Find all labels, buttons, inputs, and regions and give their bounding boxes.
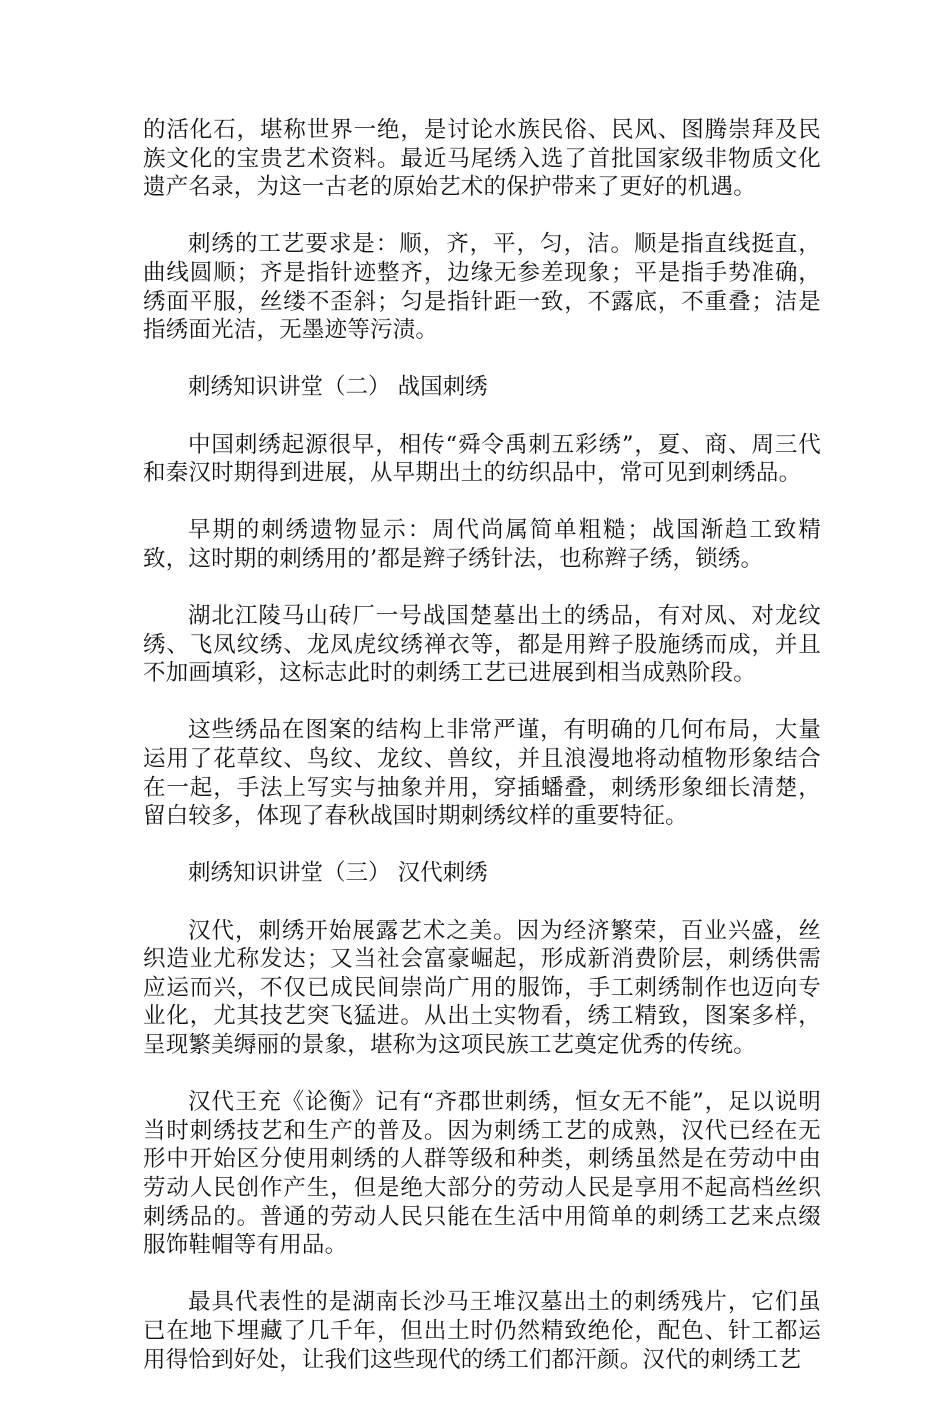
paragraph-lunheng: 汉代王充《论衡》记有“齐郡世刺绣，恒女无不能”，足以说明当时刺绣技艺和生产的普及。因为刺绣工艺的成熟，汉代已经在无形中开始区分使用刺绣的人群等级和种类，刺绣虽然是在劳动中由劳动人民创作产生，但是绝大部分的劳动人民是享用不起高档丝织刺绣品的。普通的劳动人民只能在生活中用简单的刺绣工艺来点缀服饰鞋帽等有用品。 bbox=[143, 1089, 821, 1259]
document-page bbox=[143, 116, 821, 1403]
paragraph-han-art: 汉代，刺绣开始展露艺术之美。因为经济繁荣，百业兴盛，丝织造业尤称发达；又当社会富豪崛起，形成新消费阶层，刺绣供需应运而兴，不仅已成民间崇尚广用的服饰，手工刺绣制作也迈向专业化，尤其技艺突飞猛进。从出土实物看，绣工精致，图案多样，呈现繁美缛丽的景象，堪称为这项民族工艺奠定优秀的传统。 bbox=[143, 917, 821, 1058]
paragraph-origin: 中国刺绣起源很早，相传“舜令禹刺五彩绣”，夏、商、周三代和秦汉时期得到进展，从早期出土的纺织品中，常可见到刺绣品。 bbox=[143, 431, 821, 487]
paragraph-pattern-structure: 这些绣品在图案的结构上非常严谨，有明确的几何布局，大量运用了花草纹、鸟纹、龙纹、兽纹，并且浪漫地将动植物形象结合在一起，手法上写实与抽象并用，穿插蟠叠，刺绣形象细长清楚，留白较多，体现了春秋战国时期刺绣纹样的重要特征。 bbox=[143, 717, 821, 830]
paragraph-mawangdui: 最具代表性的是湖南长沙马王堆汉墓出土的刺绣残片，它们虽已在地下埋藏了几千年，但出土时仍然精致绝伦，配色、针工都运用得恰到好处，让我们这些现代的绣工们都汗颜。汉代的刺绣工艺 bbox=[143, 1289, 821, 1373]
paragraph-craft-requirements: 刺绣的工艺要求是：顺，齐，平，匀，洁。顺是指直线挺直，曲线圆顺；齐是指针迹整齐，边缘无参差现象；平是指手势准确，绣面平服，丝缕不歪斜；匀是指针距一致，不露底，不重叠；洁是指绣面光洁，无墨迹等污渍。 bbox=[143, 231, 821, 344]
section-heading-han-dynasty: 刺绣知识讲堂（三） 汉代刺绣 bbox=[188, 860, 488, 887]
paragraph-early-relics: 早期的刺绣遗物显示：周代尚属简单粗糙；战国渐趋工致精致，这时期的刺绣用的’都是辫子绣针法，也称辫子绣，锁绣。 bbox=[143, 517, 821, 572]
paragraph-mawei-embroidery: 的活化石，堪称世界一绝，是讨论水族民俗、民风、图腾崇拜及民族文化的宝贵艺术资料。最近马尾绣入选了首批国家级非物质文化遗产名录，为这一古老的原始艺术的保护带来了更好的机遇。 bbox=[143, 117, 821, 201]
section-heading-warring-states: 刺绣知识讲堂（二） 战国刺绣 bbox=[188, 374, 488, 401]
paragraph-hubei-tomb: 湖北江陵马山砖厂一号战国楚墓出土的绣品，有对凤、对龙纹绣、飞凤纹绣、龙凤虎纹绣禅衣等，都是用辫子股施绣而成，并且不加画填彩，这标志此时的刺绣工艺已进展到相当成熟阶段。 bbox=[143, 603, 821, 687]
